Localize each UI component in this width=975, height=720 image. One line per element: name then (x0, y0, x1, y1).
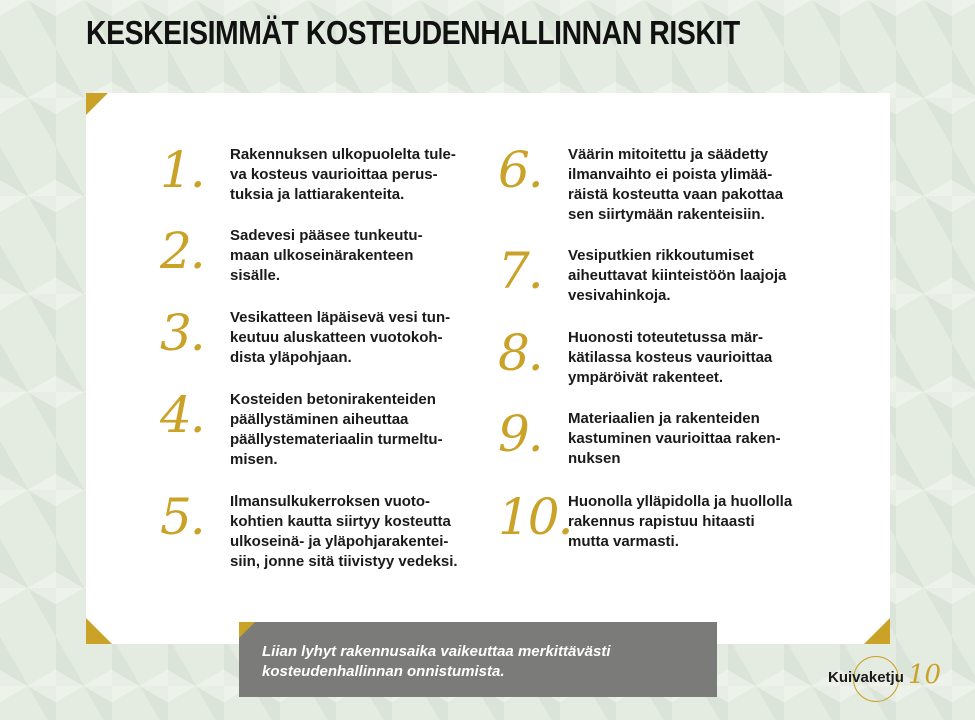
risk-number: 7. (498, 242, 542, 300)
risk-number: 10. (498, 488, 572, 546)
risk-text: Materiaalien ja rakenteiden kastuminen vaurioittaa raken- nuksen (568, 410, 781, 467)
risk-text: Huonosti toteutetussa mär- kätilassa kosteus vaurioittaa ympäröivät rakenteet. (568, 329, 773, 386)
risk-text: Kosteiden betonirakenteiden päällystäminen aiheuttaa päällystemateriaalin turmeltu- misen. (230, 391, 443, 468)
corner-decoration (86, 93, 108, 115)
logo-number: 10 (908, 660, 942, 690)
banner-text: Liian lyhyt rakennusaika vaikeuttaa merkittävästi kosteudenhallinnan onnistumista. (262, 643, 611, 680)
risk-number: 5. (160, 488, 204, 546)
page-title: KESKEISIMMÄT KOSTEUDENHALLINNAN RISKIT (86, 14, 740, 51)
note-banner (239, 622, 717, 697)
risk-number: 6. (498, 141, 542, 199)
risk-number: 4. (160, 386, 204, 444)
risk-text: Vesikatteen läpäisevä vesi tun- keutuu aluskatteen vuotokoh- dista yläpohjaan. (230, 309, 451, 366)
corner-decoration (86, 618, 112, 644)
risk-text: Ilmansulkukerroksen vuoto- kohtien kautta siirtyy kosteutta ulkoseinä- ja yläpohjarakentei- siin, jonne sitä tiivistyy vedeksi. (230, 493, 458, 570)
risk-number: 2. (160, 222, 204, 280)
risk-text: Sadevesi pääsee tunkeutu- maan ulkoseinärakenteen sisälle. (230, 227, 423, 284)
risk-number: 8. (498, 324, 542, 382)
risk-text: Väärin mitoitettu ja säädetty ilmanvaihto ei poista ylimää- räistä kosteutta vaan pakottaa sen siirtymään rakenteisiin. (568, 146, 784, 223)
risk-text: Vesiputkien rikkoutumiset aiheuttavat kiinteistöön laajoja vesivahinkoja. (568, 247, 787, 304)
corner-decoration (239, 622, 255, 638)
risk-text: Rakennuksen ulkopuolelta tule- va kosteus vaurioittaa perus- tuksia ja lattiarakenteita. (230, 146, 456, 203)
logo-word: Kuivaketju (828, 669, 904, 686)
risk-number: 1. (160, 141, 204, 199)
corner-decoration (864, 618, 890, 644)
risk-text: Huonolla ylläpidolla ja huollolla rakennus rapistuu hitaasti mutta varmasti. (568, 493, 793, 550)
risk-number: 3. (160, 304, 204, 362)
kuivaketju-logo (826, 656, 946, 704)
risk-number: 9. (498, 405, 542, 463)
